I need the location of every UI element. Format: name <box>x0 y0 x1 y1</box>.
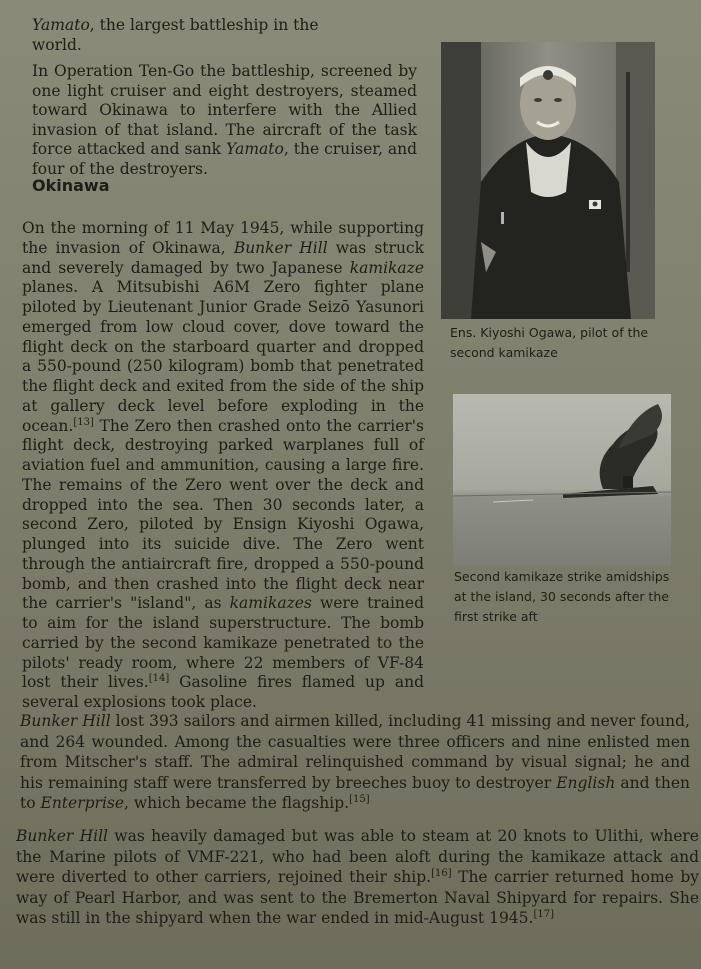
paragraph-text: lost 393 sailors and airmen killed, including 41 missing and never found, and 264 wounded. Among the casualties were three officers and nine enlisted men from Mitscher's staff. The admiral relinquished command by visual signal; he and his remaining staff were transferred by breeches buoy to destroyer <box>20 712 690 792</box>
ship-photo-caption: Second kamikaze strike amidships at the island, 30 seconds after the first strike aft <box>454 569 670 624</box>
paragraph-text: The carrier returned home by way of Pearl Harbor, and was sent to the Bremerton Naval Shipyard for repairs. She was still in the shipyard when the war ended in mid-August 1945. <box>16 868 699 927</box>
paragraph-text: was struck and severely damaged by two Japanese <box>22 238 425 277</box>
paragraph-text: was heavily damaged but was able to steam at 20 knots to Ulithi, where the Marine pilots of VMF-221, who had been aloft during the kamikaze attack and were diverted to other carriers, rejoined their ship. <box>16 827 699 886</box>
emphasis-text: kamikazes <box>229 594 312 613</box>
ship-name: Yamato <box>226 140 284 159</box>
paragraph-text: planes. A Mitsubishi A6M Zero fighter plane piloted by Lieutenant Junior Grade Seizō Yasunori emerged from low cloud cover, dove toward the flight deck on the starboard quarter and dropped a 550-pound (250 kilogram) bomb that penetrated the flight deck and exited from the side of the ship at gallery deck level before exploding in the ocean. <box>22 278 424 435</box>
emphasis-text: kamikaze <box>349 258 424 277</box>
footnote-ref[interactable]: [17] <box>533 908 554 920</box>
portrait-caption: Ens. Kiyoshi Ogawa, pilot of the second kamikaze <box>450 325 649 360</box>
paragraph-text: Gasoline fires flamed up and several explosions took place. <box>22 673 424 711</box>
footnote-ref[interactable]: [15] <box>349 793 370 805</box>
burning-carrier-photo <box>453 394 671 566</box>
paragraph-text: , which became the flagship. <box>124 794 350 812</box>
okinawa-paragraph <box>22 219 424 713</box>
ship-name: Bunker Hill <box>16 827 109 845</box>
ship-name: Bunker Hill <box>20 712 111 730</box>
paragraph-text: were trained to aim for the island superstructure. The bomb carried by the second kamikaze penetrated to the pilots' ready room, where 22 members of VF-84 lost their lives. <box>22 594 424 692</box>
ship-name: Enterprise <box>40 794 125 812</box>
ship-name: Yamato <box>32 16 90 34</box>
burning-carrier-image <box>453 394 671 566</box>
pilot-portrait-image <box>441 42 655 319</box>
footnote-ref[interactable]: [16] <box>431 867 452 879</box>
section-heading-okinawa: Okinawa <box>32 176 110 195</box>
paragraph-text: , the cruiser, and four of the destroyers. <box>32 140 417 178</box>
paragraph-text: The Zero then crashed onto the carrier's flight deck, destroying parked warplanes full of aviation fuel and ammunition, causing a large fire. The remains of the Zero went over the deck and dropped into the sea. Then 30 seconds later, a second Zero, piloted by Ensign Kiyoshi Ogawa, plunged into its suicide dive. The Zero went through the antiaircraft fire, dropped a 550-pound bomb, and then crashed into the flight deck near the carrier's "island", as <box>22 416 424 613</box>
yamato-caption <box>32 16 352 55</box>
paragraph-text: In Operation Ten-Go the battleship, screened by one light cruiser and eight destroyers, steamed toward Okinawa to interfere with the Allied invasion of that island. The aircraft of the task force attacked and sank <box>32 62 417 159</box>
footnote-ref[interactable]: [14] <box>148 673 170 685</box>
pilot-portrait-photo <box>441 42 655 319</box>
ship-name: Bunker Hill <box>233 238 328 257</box>
footnote-ref[interactable]: [13] <box>73 416 94 428</box>
ship-name: English <box>556 773 616 792</box>
paragraph-text: and then to <box>20 773 690 812</box>
intro-paragraph <box>32 62 417 180</box>
casualties-paragraph <box>20 711 690 814</box>
paragraph-text: On the morning of 11 May 1945, while supporting the invasion of Okinawa, <box>22 219 424 257</box>
repairs-paragraph <box>16 826 699 929</box>
caption-text: , the largest battleship in the world. <box>32 16 319 54</box>
